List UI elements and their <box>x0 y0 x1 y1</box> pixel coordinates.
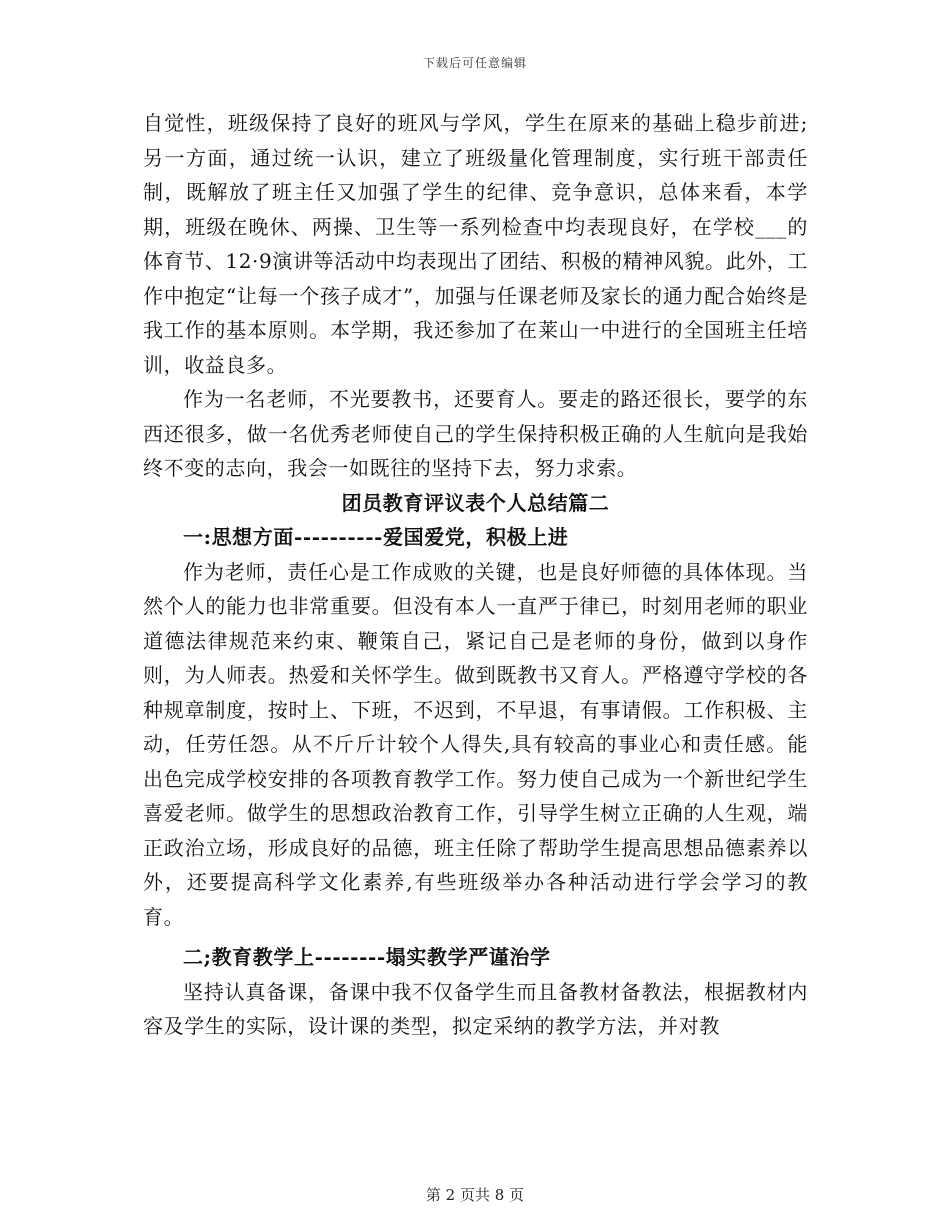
section-title: 团员教育评议表个人总结篇二 <box>341 490 610 515</box>
heading-teaching: 二;教育教学上--------塌实教学严谨治学 <box>183 945 551 969</box>
document-body <box>143 106 808 1044</box>
page-header: 下载后可任意编辑 <box>422 56 527 70</box>
page-footer: 第 2 页共 8 页 <box>425 1186 525 1204</box>
paragraph-teacher-aspiration: 作为一名老师，不光要教书，还要育人。要走的路还很长，要学的东西还很多，做一名优秀老师使自己的学生保持积极正确的人生航向是我始终不变的志向，我会一如既往的坚持下去，努力求索。 <box>143 387 808 480</box>
paragraph-responsibility: 作为老师，责任心是工作成败的关键，也是良好师德的具体体现。当然个人的能力也非常重要。但没有本人一直严于律已，时刻用老师的职业道德法律规范来约束、鞭策自己，紧记自己是老师的身份，做到以身作则，为人师表。热爱和关怀学生。做到既教书又育人。严格遵守学校的各种规章制度，按时上、下班，不迟到，不早退，有事请假。工作积极、主动，任劳任怨。从不斤斤计较个人得失,具有较高的事业心和责任感。能出色完成学校安排的各项教育教学工作。努力使自己成为一个新世纪学生喜爱老师。做学生的思想政治教育工作，引导学生树立正确的人生观，端正政治立场，形成良好的品德，班主任除了帮助学生提高思想品德素养以外，还要提高科学文化素养,有些班级举办各种活动进行学会学习的教育。 <box>143 559 808 929</box>
heading-ideology: 一:思想方面----------爱国爱党，积极上进 <box>183 525 569 549</box>
paragraph-class-management: 自觉性，班级保持了良好的班风与学风，学生在原来的基础上稳步前进;另一方面，通过统一认识，建立了班级量化管理制度，实行班干部责任制，既解放了班主任又加强了学生的纪律、竞争意识，总体来看，本学期，班级在晚休、两操、卫生等一系列检查中均表现良好，在学校___的体育节、12·9演讲等活动中均表现出了团结、积极的精神风貌。此外，工作中抱定“让每一个孩子成才”，加强与任课老师及家长的通力配合始终是我工作的基本原则。本学期，我还参加了在莱山一中进行的全国班主任培训，收益良多。 <box>143 111 808 377</box>
paragraph-lesson-prep: 坚持认真备课，备课中我不仅备学生而且备教材备教法，根据教材内容及学生的实际，设计课的类型，拟定采纳的教学方法，并对教 <box>143 979 808 1038</box>
